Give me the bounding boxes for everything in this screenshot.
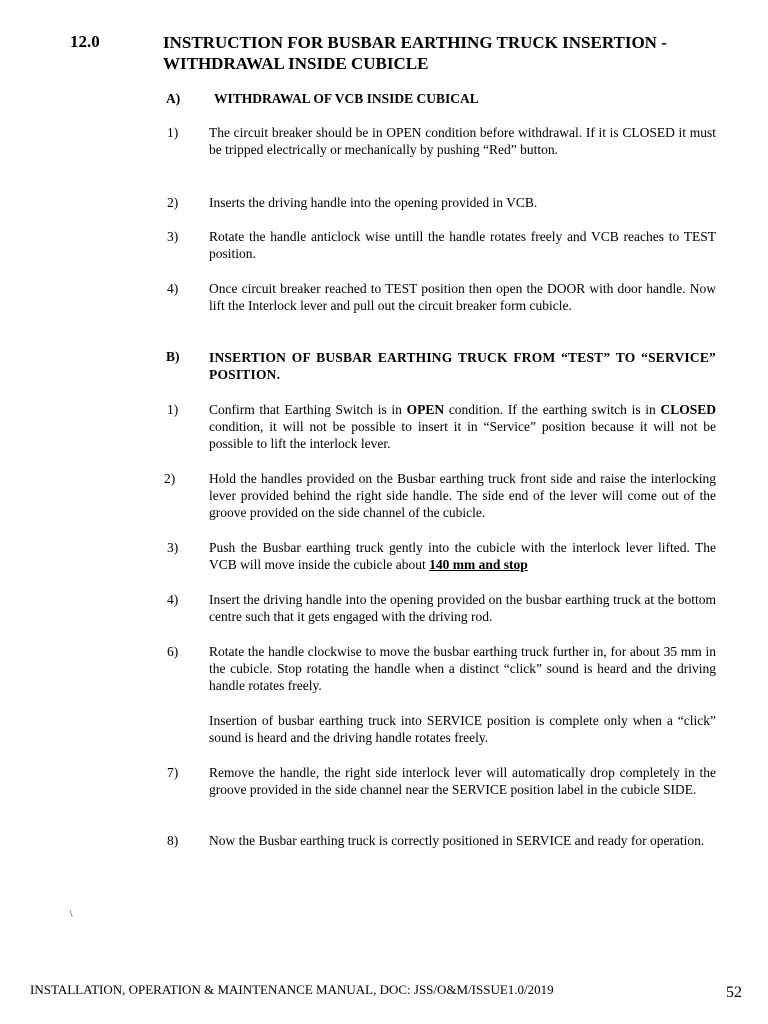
item-number: 2) xyxy=(164,471,176,486)
item-text-part: condition, it will not be possible to insert it in “Service” position because it will not be possible to lift the interlock lever. xyxy=(209,419,716,451)
item-number: 1) xyxy=(167,402,179,417)
item-text: The circuit breaker should be in OPEN condition before withdrawal. If it is CLOSED it must be tripped electrically or mechanically by pushing “Red” button. xyxy=(209,125,716,157)
item-number: 2) xyxy=(167,195,179,210)
item-text-part: condition. If the earthing switch is in xyxy=(444,402,661,417)
item-text: Rotate the handle anticlock wise untill the handle rotates freely and VCB reaches to TEST position. xyxy=(209,229,716,261)
item-number: 7) xyxy=(167,765,179,780)
subsection-b-label: B) xyxy=(166,349,180,364)
item-number: 3) xyxy=(167,540,179,555)
page-number: 52 xyxy=(726,984,742,1001)
page-footer: INSTALLATION, OPERATION & MAINTENANCE MANUAL, DOC: JSS/O&M/ISSUE1.0/2019 xyxy=(30,982,554,997)
item-number: 3) xyxy=(167,229,179,244)
open-emphasis: OPEN xyxy=(406,402,445,417)
item-number: 4) xyxy=(167,592,179,607)
item-text: Remove the handle, the right side interlock lever will automatically drop completely in the groove provided in the side channel near the SERVICE position label in the cubicle SIDE. xyxy=(209,765,716,797)
note-text: Insertion of busbar earthing truck into SERVICE position is complete only when a “click” sound is heard and the driving handle rotates freely. xyxy=(209,713,716,745)
stray-mark: \ xyxy=(70,909,73,919)
item-text: Insert the driving handle into the opening provided on the busbar earthing truck at the bottom centre such that it gets engaged with the driving rod. xyxy=(209,592,716,624)
item-number: 1) xyxy=(167,125,179,140)
section-title: INSTRUCTION FOR BUSBAR EARTHING TRUCK INSERTION - WITHDRAWAL INSIDE CUBICLE xyxy=(163,33,667,73)
item-text: Once circuit breaker reached to TEST position then open the DOOR with door handle. Now lift the Interlock lever and pull out the circuit breaker form cubicle. xyxy=(209,281,716,313)
item-text: Inserts the driving handle into the opening provided in VCB. xyxy=(209,195,538,210)
item-number: 4) xyxy=(167,281,179,296)
subsection-a-title: WITHDRAWAL OF VCB INSIDE CUBICAL xyxy=(214,91,479,106)
item-number: 6) xyxy=(167,644,179,659)
item-text: Now the Busbar earthing truck is correctly positioned in SERVICE and ready for operation. xyxy=(209,833,705,848)
item-text: Rotate the handle clockwise to move the busbar earthing truck further in, for about 35 mm in the cubicle. Stop rotating the handle when a distinct “click” sound is heard and the driving handle rotates freely. xyxy=(209,644,716,693)
item-text-part: Confirm that Earthing Switch is in xyxy=(209,402,407,417)
subsection-a-label: A) xyxy=(166,91,181,106)
item-text xyxy=(209,539,716,573)
item-text xyxy=(209,401,716,452)
item-text-part: Push the Busbar earthing truck gently into the cubicle with the interlock lever lifted. The VCB will move inside the cubicle about xyxy=(209,540,716,572)
subsection-b-title: INSERTION OF BUSBAR EARTHING TRUCK FROM “TEST” TO “SERVICE” POSITION. xyxy=(209,350,716,382)
underlined-emphasis: 140 mm and stop xyxy=(429,557,528,572)
item-text: Hold the handles provided on the Busbar earthing truck front side and raise the interlocking lever provided behind the right side handle. The side end of the lever will come out of the groove provided on the side channel of the cubicle. xyxy=(209,471,716,520)
item-number: 8) xyxy=(167,833,179,848)
section-number: 12.0 xyxy=(70,32,100,51)
closed-emphasis: CLOSED xyxy=(660,402,716,417)
